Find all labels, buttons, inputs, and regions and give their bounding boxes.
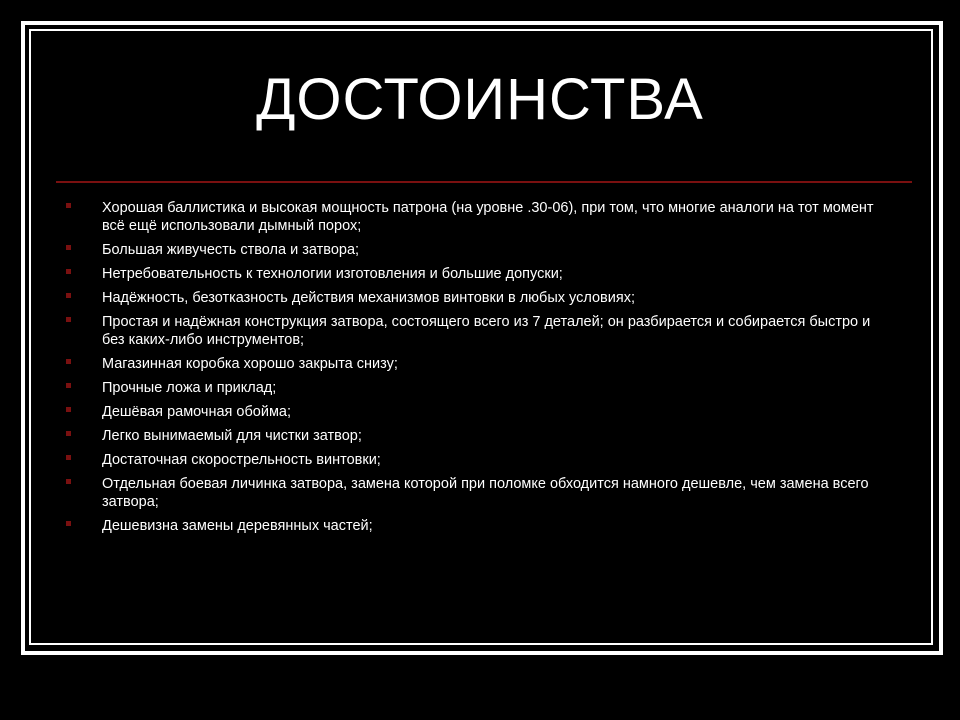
square-bullet-icon (66, 521, 71, 526)
square-bullet-icon (66, 203, 71, 208)
title-divider (56, 181, 912, 183)
bullet-text: Отдельная боевая личинка затвора, замена которой при поломке обходится намного дешевле, чем замена всего затвора; (102, 476, 869, 510)
square-bullet-icon (66, 455, 71, 460)
bullet-item (66, 427, 886, 445)
square-bullet-icon (66, 479, 71, 484)
bullet-item (66, 313, 886, 349)
square-bullet-icon (66, 383, 71, 388)
bullet-text: Легко вынимаемый для чистки затвор; (102, 428, 362, 444)
bullet-text: Хорошая баллистика и высокая мощность патрона (на уровне .30-06), при том, что многие аналоги на тот момент всё ещё использовали дымный порох; (102, 200, 874, 234)
bullet-text: Дешевизна замены деревянных частей; (102, 518, 373, 534)
bullet-item (66, 265, 886, 283)
square-bullet-icon (66, 269, 71, 274)
bullet-text: Достаточная скорострельность винтовки; (102, 452, 381, 468)
bullet-item (66, 355, 886, 373)
square-bullet-icon (66, 407, 71, 412)
bullet-text: Дешёвая рамочная обойма; (102, 404, 292, 420)
bullet-item (66, 241, 886, 259)
square-bullet-icon (66, 245, 71, 250)
bullet-item (66, 475, 886, 511)
square-bullet-icon (66, 359, 71, 364)
square-bullet-icon (66, 317, 71, 322)
bullet-text: Большая живучесть ствола и затвора; (102, 242, 360, 258)
bullet-text: Надёжность, безотказность действия механизмов винтовки в любых условиях; (102, 290, 635, 306)
square-bullet-icon (66, 431, 71, 436)
bullet-list (66, 199, 886, 541)
bullet-text: Магазинная коробка хорошо закрыта снизу; (102, 356, 398, 372)
bullet-text: Нетребовательность к технологии изготовления и большие допуски; (102, 266, 563, 282)
bullet-text: Прочные ложа и приклад; (102, 380, 277, 396)
bullet-item (66, 379, 886, 397)
slide-title: ДОСТОИНСТВА (256, 67, 704, 132)
bullet-item (66, 517, 886, 535)
bullet-text: Простая и надёжная конструкция затвора, состоящего всего из 7 деталей; он разбирается и собирается быстро и без каких-либо инструментов; (102, 314, 871, 348)
bullet-item (66, 451, 886, 469)
square-bullet-icon (66, 293, 71, 298)
bullet-item (66, 403, 886, 421)
bullet-item (66, 289, 886, 307)
bullet-item (66, 199, 886, 235)
